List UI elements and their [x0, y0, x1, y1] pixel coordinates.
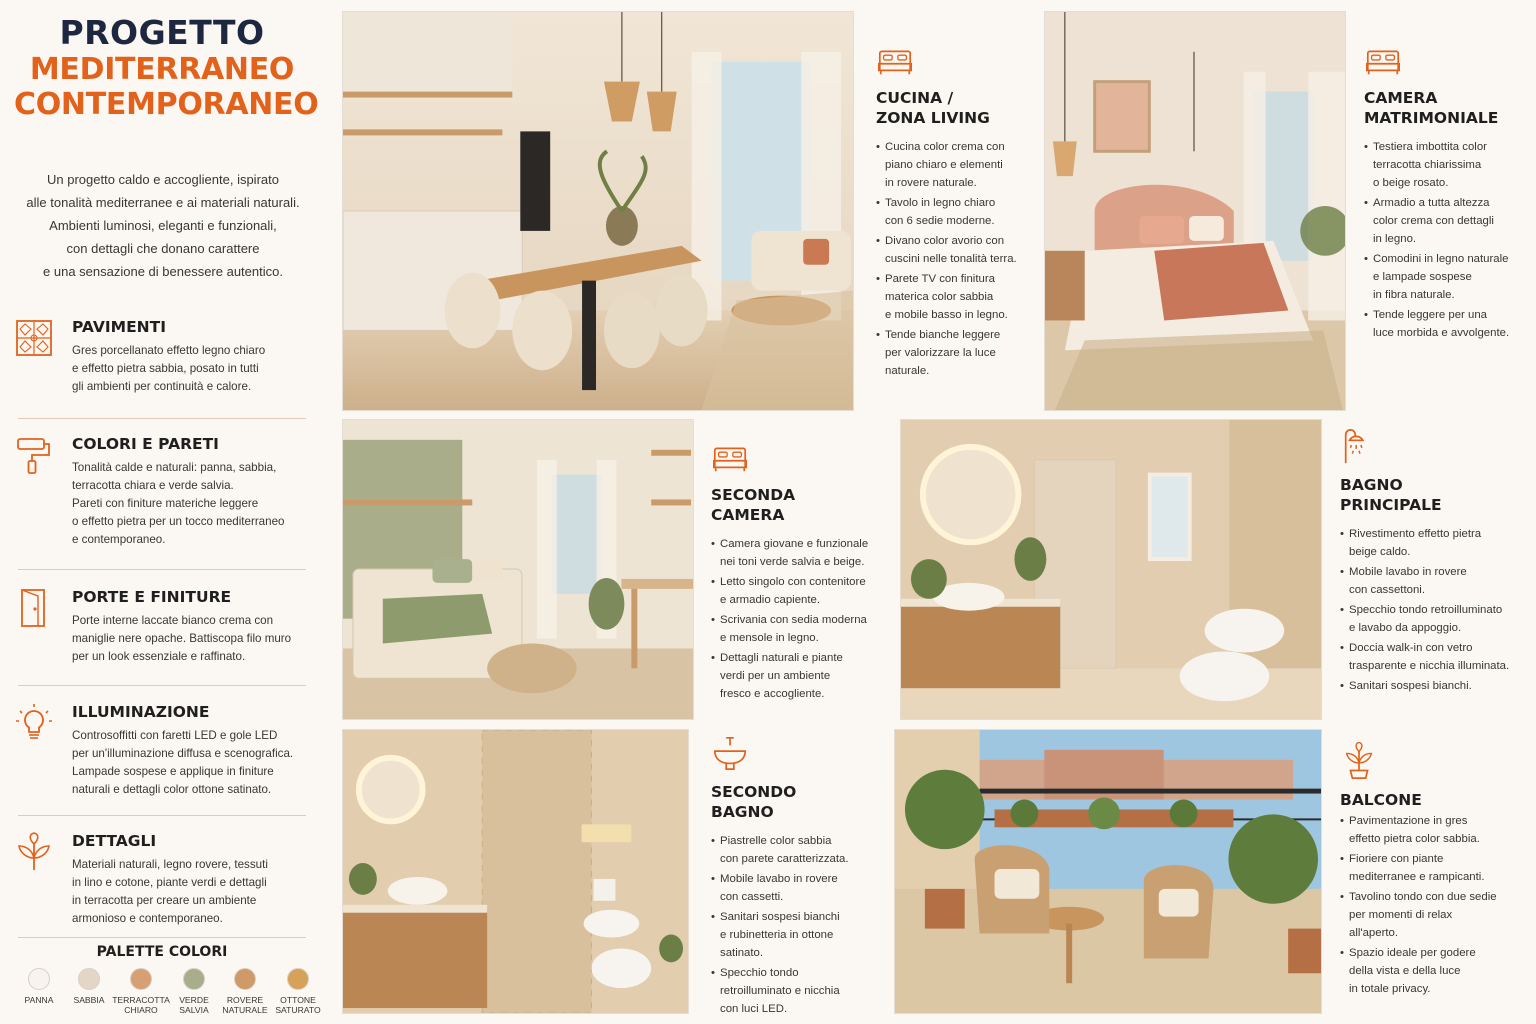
plant-icon: [1340, 742, 1378, 780]
room-bullets: [1364, 138, 1532, 342]
bullet: [876, 194, 1036, 230]
room-secondo-bagno: [711, 734, 889, 1020]
swatch-label: ROVERE NATURALE: [222, 995, 268, 1015]
light-bulb-icon: [14, 703, 54, 743]
room-title-line: CAMERA: [711, 506, 785, 524]
section-illuminazione: [14, 703, 306, 803]
balcony-photo: [894, 729, 1322, 1014]
bullet-line: Armadio a tutta altezza: [1373, 197, 1490, 209]
washbasin-icon: [711, 734, 749, 772]
bullet: [711, 964, 889, 1018]
page-title: [14, 13, 319, 122]
bullet-line: beige caldo.: [1349, 546, 1411, 558]
bullet: [1340, 677, 1532, 695]
bullet: [711, 611, 891, 647]
section-line: Materiali naturali, legno rovere, tessuti: [72, 858, 268, 871]
bullet-line: color crema con dettagli: [1373, 215, 1494, 227]
room-bullets: [876, 138, 1036, 380]
bullet: [1340, 888, 1532, 942]
bullet-line: cuscini nelle tonalità terra.: [885, 253, 1017, 265]
bullet: [876, 232, 1036, 268]
intro-line: e una sensazione di benessere autentico.: [43, 264, 283, 279]
bullet-line: in fibra naturale.: [1373, 289, 1455, 301]
bullet-line: verdi per un ambiente: [720, 670, 831, 682]
bullet: [711, 870, 889, 906]
section-line: terracotta chiara e verde salvia.: [72, 479, 234, 492]
bullet-line: effetto pietra color sabbia.: [1349, 833, 1480, 845]
bullet-line: Sanitari sospesi bianchi: [720, 911, 840, 923]
room-title: [1340, 790, 1532, 810]
room-bagno-principale: [1340, 427, 1532, 697]
swatch-sabbia: [59, 968, 119, 1005]
bullet-line: Tavolino tondo con due sedie: [1349, 891, 1497, 903]
room-title: [1364, 88, 1532, 128]
bullet: [1340, 812, 1532, 848]
section-dettagli: [14, 832, 306, 928]
bullet-line: fresco e accogliente.: [720, 688, 825, 700]
swatch-label: VERDE SALVIA: [179, 995, 209, 1015]
divider: [18, 569, 306, 570]
swatch-color: [130, 968, 152, 990]
divider: [18, 418, 306, 419]
section-porte-finiture: [14, 588, 306, 668]
section-title: DETTAGLI: [72, 832, 157, 850]
bullet-line: Fioriere con piante: [1349, 853, 1444, 865]
second-bedroom-photo: [342, 419, 694, 720]
section-title: PORTE E FINITURE: [72, 588, 232, 606]
section-text: [72, 459, 308, 549]
bullet-line: in totale privacy.: [1349, 983, 1431, 995]
bullet-line: Dettagli naturali e piante: [720, 652, 843, 664]
bullet: [711, 535, 891, 571]
section-line: in terracotta per creare un ambiente: [72, 894, 257, 907]
bullet-line: Letto singolo con contenitore: [720, 576, 866, 588]
bullet-line: Camera giovane e funzionale: [720, 538, 869, 550]
bullet-line: e lavabo da appoggio.: [1349, 622, 1462, 634]
tile-pattern-icon: [14, 318, 54, 358]
bullet-line: Spazio ideale per godere: [1349, 947, 1476, 959]
bullet: [876, 138, 1036, 192]
divider: [18, 937, 306, 938]
bullet-line: per valorizzare la luce: [885, 347, 996, 359]
swatch-color: [78, 968, 100, 990]
bullet-line: Specchio tondo retroilluminato: [1349, 604, 1503, 616]
swatch-rovere: [215, 968, 275, 1015]
bullet-line: con cassetti.: [720, 891, 784, 903]
room-camera-matrimoniale: [1364, 40, 1532, 344]
section-line: gli ambienti per continuità e calore.: [72, 380, 252, 393]
intro-line: Un progetto caldo e accogliente, ispirato: [47, 172, 279, 187]
section-pavimenti: [14, 318, 306, 404]
bullet: [1340, 639, 1532, 675]
bullet-line: Scrivania con sedia moderna: [720, 614, 867, 626]
bullet: [1340, 850, 1532, 886]
bullet: [1340, 944, 1532, 998]
room-bullets: [711, 832, 889, 1018]
bullet-line: Tende bianche leggere: [885, 329, 1001, 341]
bullet-line: Specchio tondo: [720, 967, 799, 979]
bullet: [1364, 194, 1532, 248]
bullet-line: terracotta chiarissima: [1373, 159, 1482, 171]
bullet-line: retroilluminato e nicchia: [720, 985, 840, 997]
bed-icon: [876, 40, 914, 78]
section-text: [72, 342, 308, 396]
bullet-line: trasparente e nicchia illuminata.: [1349, 660, 1510, 672]
section-text: [72, 612, 308, 666]
bullet-line: in rovere naturale.: [885, 177, 977, 189]
section-line: Porte interne laccate bianco crema con: [72, 614, 274, 627]
swatch-color: [287, 968, 309, 990]
section-line: Pareti con finiture materiche leggere: [72, 497, 259, 510]
bed-icon: [1364, 40, 1402, 78]
bullet-line: piano chiaro e elementi: [885, 159, 1003, 171]
swatch-color: [234, 968, 256, 990]
bullet-line: Cucina color crema con: [885, 141, 1005, 153]
second-bathroom-photo: [342, 729, 689, 1014]
bullet-line: per momenti di relax: [1349, 909, 1453, 921]
bullet-line: all'aperto.: [1349, 927, 1399, 939]
bullet: [711, 908, 889, 962]
bullet-line: o beige rosato.: [1373, 177, 1449, 189]
section-text: [72, 856, 308, 928]
bullet-line: Piastrelle color sabbia: [720, 835, 832, 847]
swatch-ottone: [268, 968, 328, 1015]
bullet-line: nei toni verde salvia e beige.: [720, 556, 865, 568]
bullet-line: in legno.: [1373, 233, 1417, 245]
bullet-line: satinato.: [720, 947, 764, 959]
section-line: Lampade sospese e applique in finiture: [72, 765, 274, 778]
bullet-line: luce morbida e avvolgente.: [1373, 327, 1510, 339]
bullet-line: e mobile basso in legno.: [885, 309, 1008, 321]
room-title: [711, 485, 891, 525]
section-colori-pareti: [14, 435, 306, 555]
divider: [18, 685, 306, 686]
room-title-line: CUCINA /: [876, 89, 954, 107]
section-line: e contemporaneo.: [72, 533, 166, 546]
section-title: ILLUMINAZIONE: [72, 703, 210, 721]
bullet: [711, 832, 889, 868]
room-balcone: [1340, 742, 1532, 1000]
swatch-label: TERRACOTTA CHIARO: [112, 995, 170, 1015]
bullet-line: con cassettoni.: [1349, 584, 1425, 596]
section-line: Controsoffitti con faretti LED e gole LED: [72, 729, 278, 742]
bed-icon: [711, 437, 749, 475]
swatch-label: SABBIA: [73, 995, 105, 1005]
title-line-3: CONTEMPORANEO: [14, 87, 319, 122]
bullet-line: mediterranee e rampicanti.: [1349, 871, 1485, 883]
section-title: COLORI E PARETI: [72, 435, 219, 453]
bullet: [711, 573, 891, 609]
shower-icon: [1340, 427, 1378, 465]
room-title-line: ZONA LIVING: [876, 109, 990, 127]
intro-line: alle tonalità mediterranee e ai materiali naturali.: [26, 195, 300, 210]
bullet-line: Tavolo in legno chiaro: [885, 197, 996, 209]
bullet-line: Testiera imbottita color: [1373, 141, 1487, 153]
bullet: [711, 649, 891, 703]
bullet: [1340, 525, 1532, 561]
title-line-2: MEDITERRANEO: [29, 52, 295, 87]
bullet: [876, 326, 1036, 380]
bullet-line: Sanitari sospesi bianchi.: [1349, 680, 1472, 692]
room-title: [876, 88, 1036, 128]
section-line: per un look essenziale e raffinato.: [72, 650, 246, 663]
bullet-line: naturale.: [885, 365, 930, 377]
intro-line: Ambienti luminosi, eleganti e funzionali,: [49, 218, 277, 233]
bullet: [876, 270, 1036, 324]
bullet-line: e mensole in legno.: [720, 632, 819, 644]
kitchen-living-photo: [342, 11, 854, 411]
bullet-line: Rivestimento effetto pietra: [1349, 528, 1482, 540]
master-bedroom-photo: [1044, 11, 1346, 411]
bullet-line: materica color sabbia: [885, 291, 994, 303]
room-title: [1340, 475, 1532, 515]
room-title-line: PRINCIPALE: [1340, 496, 1442, 514]
bullet: [1364, 138, 1532, 192]
swatch-label: OTTONE SATURATO: [275, 995, 321, 1015]
room-seconda-camera: [711, 437, 891, 705]
section-line: armonioso e contemporaneo.: [72, 912, 223, 925]
paint-roller-icon: [14, 435, 54, 475]
room-title-line: SECONDA: [711, 486, 796, 504]
section-line: o effetto pietra per un tocco mediterraneo: [72, 515, 285, 528]
intro-line: con dettagli che donano carattere: [66, 241, 260, 256]
room-cucina-living: [876, 40, 1036, 382]
bullet-line: con luci LED.: [720, 1003, 788, 1015]
leaf-sprout-icon: [14, 832, 54, 872]
divider: [18, 815, 306, 816]
bullet-line: Tende leggere per una: [1373, 309, 1487, 321]
section-line: Tonalità calde e naturali: panna, sabbia,: [72, 461, 277, 474]
section-line: e effetto pietra sabbia, posato in tutti: [72, 362, 259, 375]
bullet: [1364, 306, 1532, 342]
room-title-line: CAMERA: [1364, 89, 1438, 107]
bullet: [1340, 563, 1532, 599]
bullet: [1364, 250, 1532, 304]
section-line: naturali e dettagli color ottone satinato.: [72, 783, 272, 796]
room-title-line: MATRIMONIALE: [1364, 109, 1499, 127]
room-bullets: [1340, 525, 1532, 695]
bullet-line: e lampade sospese: [1373, 271, 1472, 283]
room-bullets: [711, 535, 891, 703]
bullet-line: Doccia walk-in con vetro: [1349, 642, 1473, 654]
bullet-line: Divano color avorio con: [885, 235, 1005, 247]
swatch-terracotta: [111, 968, 171, 1015]
bullet-line: della vista e della luce: [1349, 965, 1461, 977]
section-title: PAVIMENTI: [72, 318, 166, 336]
room-bullets: [1340, 812, 1532, 998]
intro-text: [16, 168, 310, 283]
main-bathroom-photo: [900, 419, 1322, 720]
bullet-line: e rubinetteria in ottone: [720, 929, 834, 941]
room-title-line: BALCONE: [1340, 791, 1422, 809]
section-text: [72, 727, 308, 799]
swatch-color: [183, 968, 205, 990]
room-title-line: BAGNO: [1340, 476, 1403, 494]
section-line: maniglie nere opache. Battiscopa filo muro: [72, 632, 292, 645]
section-line: in lino e cotone, piante verdi e dettagli: [72, 876, 267, 889]
bullet-line: Parete TV con finitura: [885, 273, 995, 285]
bullet-line: Mobile lavabo in rovere: [1349, 566, 1467, 578]
bullet: [1340, 601, 1532, 637]
bullet-line: Mobile lavabo in rovere: [720, 873, 838, 885]
palette-title: PALETTE COLORI: [96, 944, 228, 960]
bullet-line: e armadio capiente.: [720, 594, 821, 606]
section-line: Gres porcellanato effetto legno chiaro: [72, 344, 266, 357]
room-title-line: SECONDO: [711, 783, 797, 801]
section-line: per un'illuminazione diffusa e scenografica.: [72, 747, 294, 760]
bullet-line: con 6 sedie moderne.: [885, 215, 995, 227]
door-icon: [14, 588, 54, 628]
swatch-color: [28, 968, 50, 990]
bullet-line: con parete caratterizzata.: [720, 853, 849, 865]
swatch-label: PANNA: [24, 995, 54, 1005]
room-title: [711, 782, 889, 822]
room-title-line: BAGNO: [711, 803, 774, 821]
title-line-1: PROGETTO: [59, 13, 265, 52]
bullet-line: Pavimentazione in gres: [1349, 815, 1468, 827]
bullet-line: Comodini in legno naturale: [1373, 253, 1509, 265]
